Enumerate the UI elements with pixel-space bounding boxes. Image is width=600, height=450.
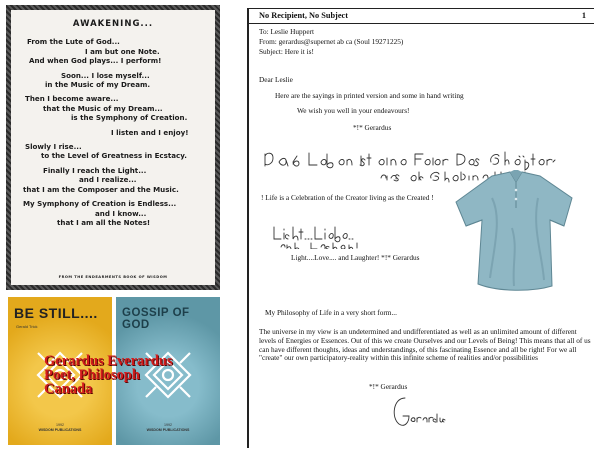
poem-stanza xyxy=(19,128,207,137)
email-from: From: gerardus@supernet ab ca (Soul 19271225) xyxy=(259,37,404,46)
printed-saying: ! Life is a Celebration of the Creator living as the Created ! xyxy=(261,193,434,202)
poem-line: that I am all the Notes! xyxy=(57,217,151,227)
printed-saying-2: Light....Love.... and Laughter! *!* Gerardus xyxy=(291,253,420,262)
poem-line: My Symphony of Creation is Endless... xyxy=(23,199,177,209)
poem-stanza xyxy=(19,94,207,122)
poem-line: that I am the Composer and the Music. xyxy=(23,184,179,194)
book-covers xyxy=(8,297,220,449)
poem-title: AWAKENING... xyxy=(72,19,154,29)
poem-line: Slowly I rise... xyxy=(25,142,82,152)
book-pub-year: 1992 xyxy=(164,423,172,427)
handwritten-licht-liebe-lachen xyxy=(271,223,361,249)
author-name: Gerardus Everardus xyxy=(44,353,173,369)
email-header-title: No Recipient, No Subject xyxy=(259,11,348,20)
poem-line: to the Level of Greatness in Ecstacy. xyxy=(41,151,187,161)
author-country: Canada xyxy=(44,381,93,397)
poem-stanza xyxy=(19,166,207,194)
author-role: Poet, Philosoph xyxy=(44,367,140,383)
book-publisher xyxy=(116,423,220,433)
poem-line: I am but one Note. xyxy=(85,46,160,56)
polo-shirt-image xyxy=(452,168,580,296)
poem-stanza xyxy=(19,142,207,161)
poem-line: I listen and I enjoy! xyxy=(111,127,189,137)
email-header xyxy=(249,8,594,24)
poem-line: is the Symphony of Creation. xyxy=(71,113,188,123)
book-subtitle: Gerald Trick xyxy=(16,324,38,329)
poem-line: Then I become aware... xyxy=(25,94,119,104)
email-greeting: Dear Leslie xyxy=(259,75,293,84)
email-subject: Subject: Here it is! xyxy=(259,47,314,56)
poem-stanza xyxy=(19,37,207,65)
email-signature: *!* Gerardus xyxy=(369,382,408,391)
email-printout xyxy=(247,8,594,448)
book-pub-year: 1992 xyxy=(56,423,64,427)
book-title: GOSSIP OF GOD xyxy=(122,307,190,331)
email-signature: *!* Gerardus xyxy=(353,123,392,132)
poem-stanza xyxy=(19,71,207,90)
page-number: 1 xyxy=(581,11,586,20)
poem-line: Soon... I lose myself... xyxy=(61,70,150,80)
poem-line: and I know... xyxy=(95,208,147,218)
poem-line: in the Music of my Dream. xyxy=(45,80,151,90)
book-pub-name: WISDOM PUBLICATIONS xyxy=(38,428,82,432)
poem-paper xyxy=(11,10,215,285)
poem-card xyxy=(6,5,220,290)
poem-line: And when God plays... I perform! xyxy=(29,56,162,66)
poem-line: From the Lute of God... xyxy=(27,37,120,47)
email-to: To: Leslie Huppert xyxy=(259,27,315,36)
poem-credit: FROM THE ENDEARMENTS BOOK OF WISDOM xyxy=(58,274,168,279)
author-caption xyxy=(44,354,194,396)
book-pub-name: WISDOM PUBLICATIONS xyxy=(146,428,190,432)
philosophy-paragraph: The universe in my view is an undetermined and undifferentiated as well as an unlimited amount of different levels of Energies or Essences. Out of this we create Ourselves and our Levels of Being! This means that all of us can have different thoughts, ideas and understandings, of this fascinating Essence and all be right! For we all "create" our own participatory-reality within this infinite scheme of realities and/or possibilities xyxy=(259,327,591,363)
book-title: BE STILL.... xyxy=(14,305,98,321)
poem-stanza xyxy=(19,199,207,227)
philosophy-heading: My Philosophy of Life in a very short form... xyxy=(265,308,397,317)
handwritten-signature xyxy=(389,392,449,430)
book-publisher xyxy=(8,423,112,433)
poem-line: Finally I reach the Light... xyxy=(43,165,147,175)
email-line: Here are the sayings in printed version and some in hand writing xyxy=(275,91,464,100)
email-line: We wish you well in your endeavours! xyxy=(297,106,410,115)
poem-line: and I realize... xyxy=(79,175,137,185)
poem-line: that the Music of my Dream... xyxy=(43,103,163,113)
